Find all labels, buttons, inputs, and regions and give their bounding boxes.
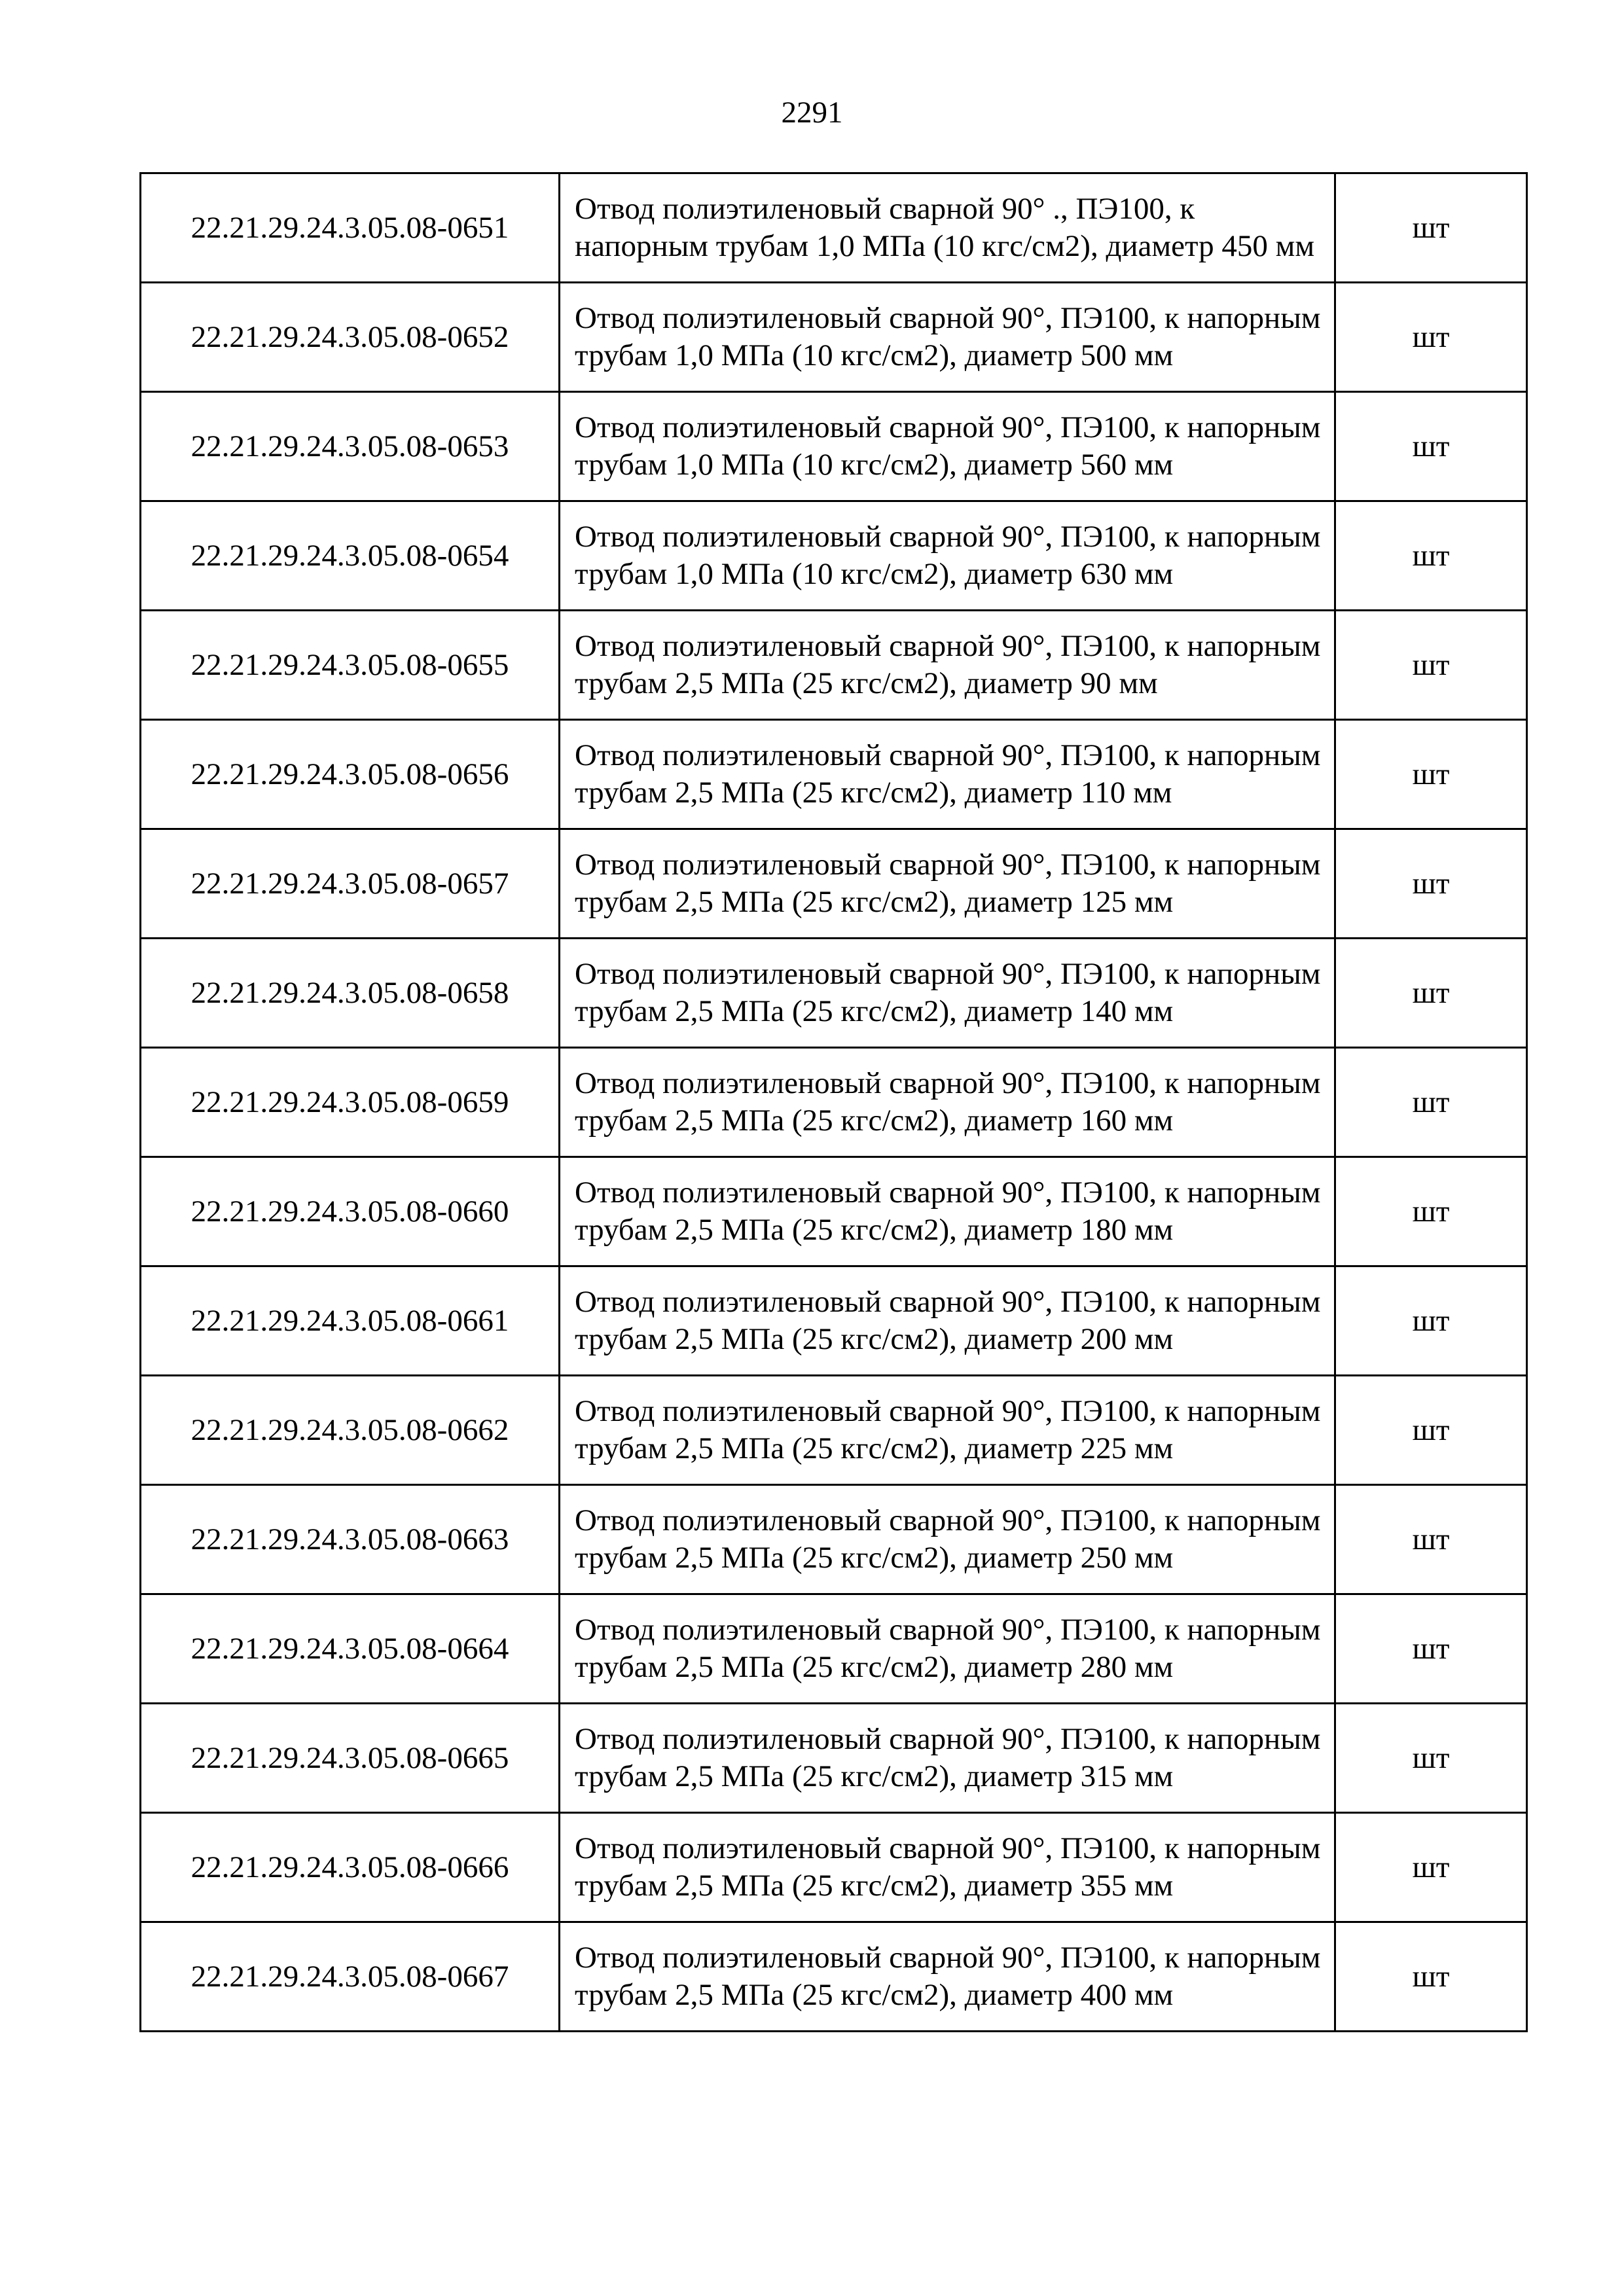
resource-code: 22.21.29.24.3.05.08-0666 xyxy=(141,1813,560,1922)
resource-description: Отвод полиэтиленовый сварной 90° ., ПЭ100, к напорным трубам 1,0 МПа (10 кгс/см2), диаметр 450 мм xyxy=(560,173,1335,283)
resource-unit: шт xyxy=(1335,1485,1527,1594)
resource-unit: шт xyxy=(1335,1594,1527,1704)
resource-unit: шт xyxy=(1335,1813,1527,1922)
page-number: 2291 xyxy=(781,96,843,130)
resource-description: Отвод полиэтиленовый сварной 90°, ПЭ100, к напорным трубам 2,5 МПа (25 кгс/см2), диаметр 160 мм xyxy=(560,1048,1335,1157)
resource-code: 22.21.29.24.3.05.08-0660 xyxy=(141,1157,560,1266)
resource-code: 22.21.29.24.3.05.08-0664 xyxy=(141,1594,560,1704)
table-row xyxy=(141,939,1527,1048)
resource-description: Отвод полиэтиленовый сварной 90°, ПЭ100, к напорным трубам 2,5 МПа (25 кгс/см2), диаметр 250 мм xyxy=(560,1485,1335,1594)
resource-code: 22.21.29.24.3.05.08-0653 xyxy=(141,392,560,501)
resource-unit: шт xyxy=(1335,611,1527,720)
resource-description: Отвод полиэтиленовый сварной 90°, ПЭ100, к напорным трубам 2,5 МПа (25 кгс/см2), диаметр 280 мм xyxy=(560,1594,1335,1704)
table-row xyxy=(141,1485,1527,1594)
resource-code: 22.21.29.24.3.05.08-0658 xyxy=(141,939,560,1048)
resource-unit: шт xyxy=(1335,939,1527,1048)
resource-unit: шт xyxy=(1335,829,1527,939)
resource-description: Отвод полиэтиленовый сварной 90°, ПЭ100, к напорным трубам 2,5 МПа (25 кгс/см2), диаметр 110 мм xyxy=(560,720,1335,829)
resource-table xyxy=(139,172,1528,2032)
resource-unit: шт xyxy=(1335,720,1527,829)
table-row xyxy=(141,1266,1527,1376)
resource-description: Отвод полиэтиленовый сварной 90°, ПЭ100, к напорным трубам 2,5 МПа (25 кгс/см2), диаметр 180 мм xyxy=(560,1157,1335,1266)
resource-code: 22.21.29.24.3.05.08-0662 xyxy=(141,1376,560,1485)
table-row xyxy=(141,173,1527,283)
table-row xyxy=(141,501,1527,611)
resource-code: 22.21.29.24.3.05.08-0655 xyxy=(141,611,560,720)
table-row xyxy=(141,1376,1527,1485)
resource-description: Отвод полиэтиленовый сварной 90°, ПЭ100, к напорным трубам 2,5 МПа (25 кгс/см2), диаметр 355 мм xyxy=(560,1813,1335,1922)
resource-description: Отвод полиэтиленовый сварной 90°, ПЭ100, к напорным трубам 1,0 МПа (10 кгс/см2), диаметр 630 мм xyxy=(560,501,1335,611)
resource-unit: шт xyxy=(1335,1157,1527,1266)
resource-unit: шт xyxy=(1335,283,1527,392)
resource-code: 22.21.29.24.3.05.08-0659 xyxy=(141,1048,560,1157)
resource-description: Отвод полиэтиленовый сварной 90°, ПЭ100, к напорным трубам 2,5 МПа (25 кгс/см2), диаметр 225 мм xyxy=(560,1376,1335,1485)
table-row xyxy=(141,1048,1527,1157)
resource-code: 22.21.29.24.3.05.08-0667 xyxy=(141,1922,560,2032)
resource-code: 22.21.29.24.3.05.08-0654 xyxy=(141,501,560,611)
resource-unit: шт xyxy=(1335,1266,1527,1376)
resource-unit: шт xyxy=(1335,173,1527,283)
resource-description: Отвод полиэтиленовый сварной 90°, ПЭ100, к напорным трубам 2,5 МПа (25 кгс/см2), диаметр 315 мм xyxy=(560,1704,1335,1813)
resource-description: Отвод полиэтиленовый сварной 90°, ПЭ100, к напорным трубам 1,0 МПа (10 кгс/см2), диаметр 560 мм xyxy=(560,392,1335,501)
resource-code: 22.21.29.24.3.05.08-0651 xyxy=(141,173,560,283)
table-row xyxy=(141,1157,1527,1266)
resource-unit: шт xyxy=(1335,1922,1527,2032)
table-row xyxy=(141,1922,1527,2032)
table-row xyxy=(141,720,1527,829)
resource-description: Отвод полиэтиленовый сварной 90°, ПЭ100, к напорным трубам 2,5 МПа (25 кгс/см2), диаметр 90 мм xyxy=(560,611,1335,720)
resource-description: Отвод полиэтиленовый сварной 90°, ПЭ100, к напорным трубам 2,5 МПа (25 кгс/см2), диаметр 200 мм xyxy=(560,1266,1335,1376)
table-row xyxy=(141,1594,1527,1704)
resource-description: Отвод полиэтиленовый сварной 90°, ПЭ100, к напорным трубам 1,0 МПа (10 кгс/см2), диаметр 500 мм xyxy=(560,283,1335,392)
table-row xyxy=(141,1813,1527,1922)
table-row xyxy=(141,1704,1527,1813)
resource-unit: шт xyxy=(1335,1376,1527,1485)
table-row xyxy=(141,611,1527,720)
table-row xyxy=(141,283,1527,392)
resource-code: 22.21.29.24.3.05.08-0652 xyxy=(141,283,560,392)
resource-code: 22.21.29.24.3.05.08-0665 xyxy=(141,1704,560,1813)
resource-code: 22.21.29.24.3.05.08-0663 xyxy=(141,1485,560,1594)
resource-unit: шт xyxy=(1335,392,1527,501)
resource-unit: шт xyxy=(1335,1048,1527,1157)
resource-code: 22.21.29.24.3.05.08-0656 xyxy=(141,720,560,829)
table-row xyxy=(141,392,1527,501)
resource-unit: шт xyxy=(1335,501,1527,611)
resource-code: 22.21.29.24.3.05.08-0657 xyxy=(141,829,560,939)
resource-description: Отвод полиэтиленовый сварной 90°, ПЭ100, к напорным трубам 2,5 МПа (25 кгс/см2), диаметр 400 мм xyxy=(560,1922,1335,2032)
resource-description: Отвод полиэтиленовый сварной 90°, ПЭ100, к напорным трубам 2,5 МПа (25 кгс/см2), диаметр 140 мм xyxy=(560,939,1335,1048)
resource-unit: шт xyxy=(1335,1704,1527,1813)
table-row xyxy=(141,829,1527,939)
resource-description: Отвод полиэтиленовый сварной 90°, ПЭ100, к напорным трубам 2,5 МПа (25 кгс/см2), диаметр 125 мм xyxy=(560,829,1335,939)
resource-code: 22.21.29.24.3.05.08-0661 xyxy=(141,1266,560,1376)
